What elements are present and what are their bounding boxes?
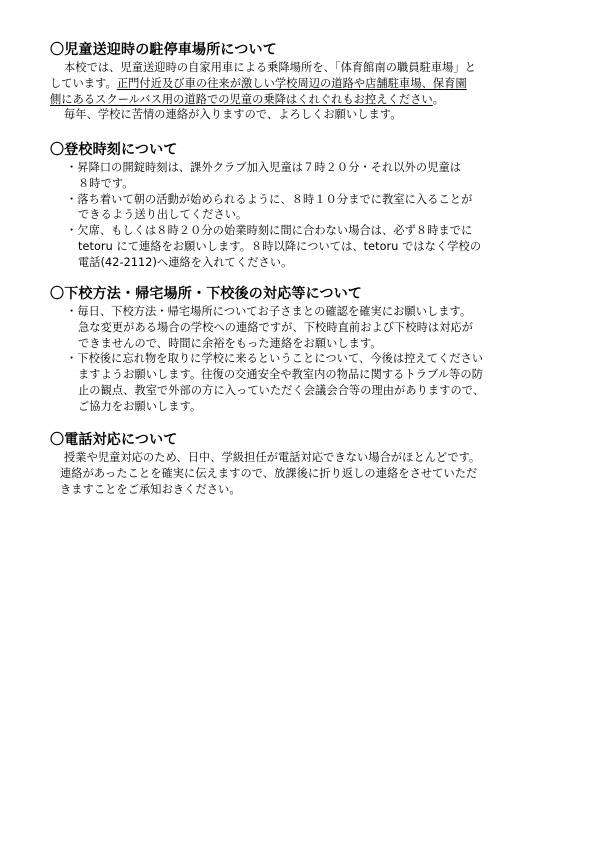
section-pickup-parking	[50, 40, 560, 123]
section-heading: 〇電話対応について	[50, 432, 178, 448]
section-arrival-time	[50, 140, 560, 271]
bullet-continuation: できませんので、時間に余裕をもった連絡をお願いします。	[78, 336, 382, 350]
paragraph-line: 本校では、児童送迎時の自家用車による乗降場所を、「体育館南の職員駐車場」と	[64, 61, 477, 74]
section-dismissal	[50, 284, 560, 415]
section-phone-response	[50, 430, 560, 497]
bullet-continuation: tetoru にて連絡をお願いします。８時以降については、tetoru ではなく学校の	[78, 239, 482, 253]
underlined-text: 側にあるスクールバス用の道路での児童の乗降はくれぐれもお控えください	[50, 92, 433, 106]
bullet-line: ・落ち着いて朝の活動が始められるように、８時１０分までに教室に入ることが	[66, 192, 473, 206]
underlined-text: 正門付近及び車の往来が激しい学校周辺の道路や店舗駐車場、保育園	[116, 76, 467, 90]
section-heading: 〇下校方法・帰宅場所・下校後の対応等について	[50, 286, 363, 302]
text-span: 。	[432, 92, 445, 106]
section-heading: 〇登校時刻について	[50, 142, 178, 158]
paragraph-line: きますことをご承知おきください。	[60, 482, 241, 496]
bullet-continuation: 急な変更がある場合の学校への連絡ですが、下校時直前および下校時は対応が	[78, 320, 474, 334]
paragraph-line	[50, 76, 560, 92]
bullet-continuation: ご協力をお願いします。	[78, 399, 202, 413]
paragraph-line	[50, 92, 560, 108]
paragraph-line: 毎年、学校に苦情の連絡が入りますので、よろしくお願いします。	[64, 108, 402, 122]
bullet-continuation: 電話(42-2112)へ連絡を入れてください。	[78, 255, 293, 269]
paragraph-line: 連絡があったことを確実に伝えますので、放課後に折り返しの連絡をさせていただ	[60, 466, 478, 480]
bullet-continuation: ８時です。	[78, 176, 134, 190]
bullet-line: ・昇降口の開錠時刻は、課外クラブ加入児童は７時２０分・それ以外の児童は	[66, 161, 462, 174]
bullet-line: ・下校後に忘れ物を取りに学校に来るということについて、今後は控えてください	[66, 352, 484, 366]
bullet-continuation: 止の観点、教室で外部の方に入っていただく会議会合等の理由がありますので、	[78, 383, 485, 397]
bullet-line: ・欠席、もしくは８時２０分の始業時刻に間に合わない場合は、必ず８時までに	[66, 224, 473, 238]
text-span: しています。	[50, 76, 117, 90]
section-heading: 〇児童送迎時の駐停車場所について	[50, 42, 277, 58]
bullet-continuation: できるよう送り出してください。	[78, 208, 248, 222]
bullet-continuation: ますようお願いします。往復の交通安全や教室内の物品に関するトラブル等の防	[78, 368, 484, 382]
bullet-line: ・毎日、下校方法・帰宅場所についてお子さまとの確認を確実にお願いします。	[66, 305, 472, 318]
paragraph-line: 授業や児童対応のため、日中、学級担任が電話対応できない場合がほとんどです。	[64, 451, 481, 464]
